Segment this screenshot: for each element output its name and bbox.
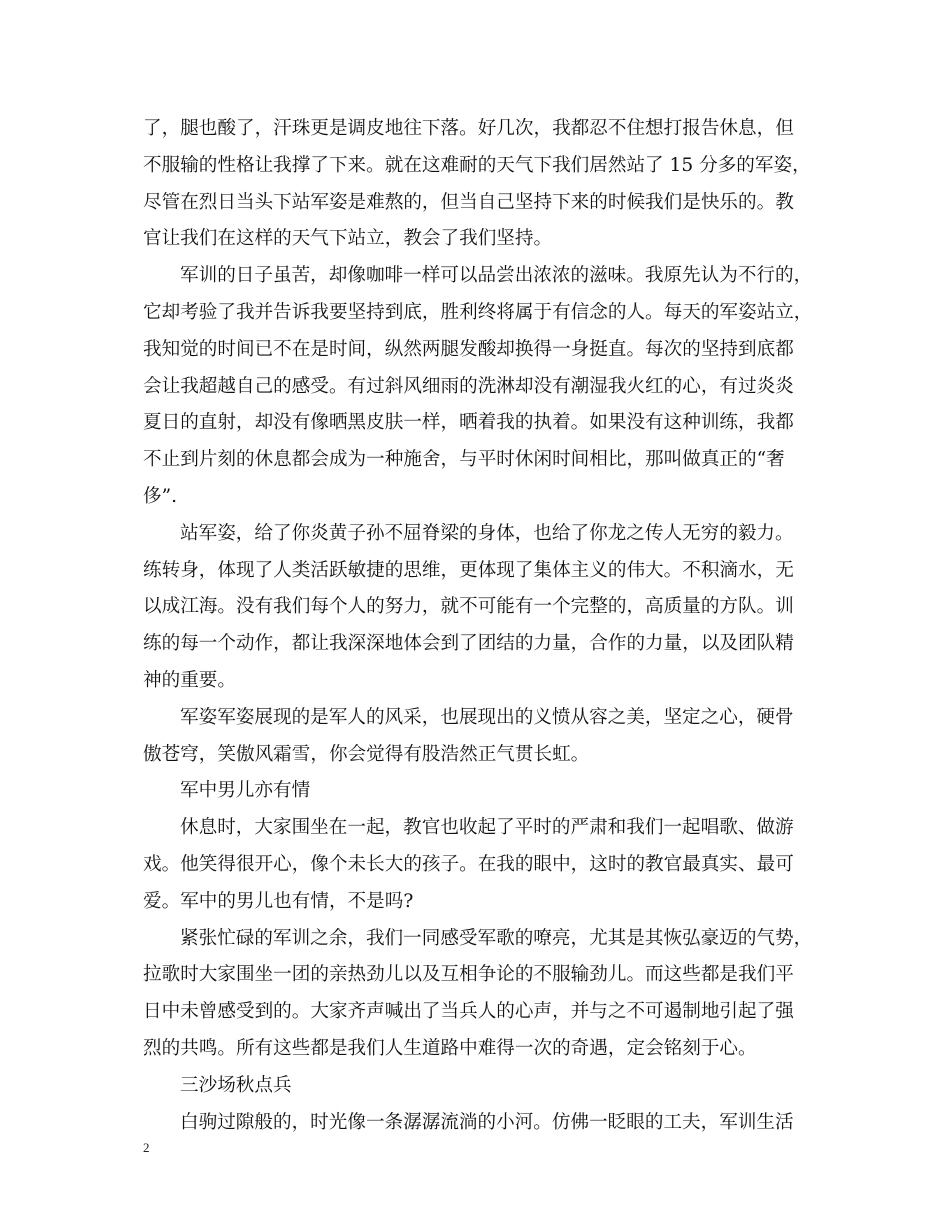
text-line: 烈的共鸣。所有这些都是我们人生道路中难得一次的奇遇，定会铭刻于心。 [143,1037,757,1059]
text-line: 神的重要。 [143,669,236,691]
text-line: 军中男儿亦有情 [180,780,311,802]
text-line: 三沙场秋点兵 [180,1074,292,1096]
text-line: 紧张忙碌的军训之余，我们一同感受军歌的嘹亮，尤其是其恢弘豪迈的气势， [180,927,813,949]
text-line: 官让我们在这样的天气下站立，教会了我们坚持。 [143,228,553,250]
text-line: 会让我超越自己的感受。有过斜风细雨的洗淋却没有潮湿我火红的心，有过炎炎 [143,375,794,397]
text-line: 它却考验了我并告诉我要坚持到底，胜利终将属于有信念的人。每天的军姿站立， [143,301,813,323]
document-body [143,111,811,1141]
text-line: 侈”. [143,485,178,507]
text-line: 不服输的性格让我撑了下来。就在这难耐的天气下我们居然站了 15 分多的军姿， [143,154,811,176]
text-line: 了，腿也酸了，汗珠更是调皮地往下落。好几次，我都忍不住想打报告休息，但 [143,118,794,139]
text-line: 休息时，大家围坐在一起，教官也收起了平时的严肃和我们一起唱歌、做游 [180,817,794,839]
text-line: 白驹过隙般的，时光像一条潺潺流淌的小河。仿佛一眨眼的工夫，军训生活 [180,1111,794,1133]
text-line: 不止到片刻的休息都会成为一种施舍，与平时休闲时间相比，那叫做真正的“奢 [143,449,785,471]
text-line: 傲苍穹，笑傲风霜雪，你会觉得有股浩然正气贯长虹。 [143,743,590,765]
text-line: 以成江海。没有我们每个人的努力，就不可能有一个完整的，高质量的方队。训 [143,596,794,618]
text-line: 军训的日子虽苦，却像咖啡一样可以品尝出浓浓的滋味。我原先认为不行的， [180,265,813,287]
text-line: 练的每一个动作，都让我深深地体会到了团结的力量，合作的力量，以及团队精 [143,633,794,655]
page-number: 2 [143,1140,150,1155]
text-line: 练转身，体现了人类活跃敏捷的思维，更体现了集体主义的伟大。不积滴水，无 [143,559,794,581]
text-line: 戏。他笑得很开心，像个未长大的孩子。在我的眼中，这时的教官最真实、最可 [143,853,794,875]
text-line: 爱。军中的男儿也有情，不是吗? [143,890,414,912]
text-line: 军姿军姿展现的是军人的风采，也展现出的义愤从容之美，坚定之心，硬骨 [180,706,794,728]
text-line: 站军姿，给了你炎黄子孙不屈脊梁的身体，也给了你龙之传人无穷的毅力。 [180,522,794,544]
text-line: 尽管在烈日当头下站军姿是难熬的，但当自己坚持下来的时候我们是快乐的。教 [143,191,794,213]
text-line: 我知觉的时间已不在是时间，纵然两腿发酸却换得一身挺直。每次的坚持到底都 [143,338,794,360]
text-line: 拉歌时大家围坐一团的亲热劲儿以及互相争论的不服输劲儿。而这些都是我们平 [143,964,794,986]
text-line: 夏日的直射，却没有像晒黑皮肤一样，晒着我的执着。如果没有这种训练，我都 [143,412,794,434]
text-line: 日中未曾感受到的。大家齐声喊出了当兵人的心声，并与之不可遏制地引起了强 [143,1001,794,1023]
